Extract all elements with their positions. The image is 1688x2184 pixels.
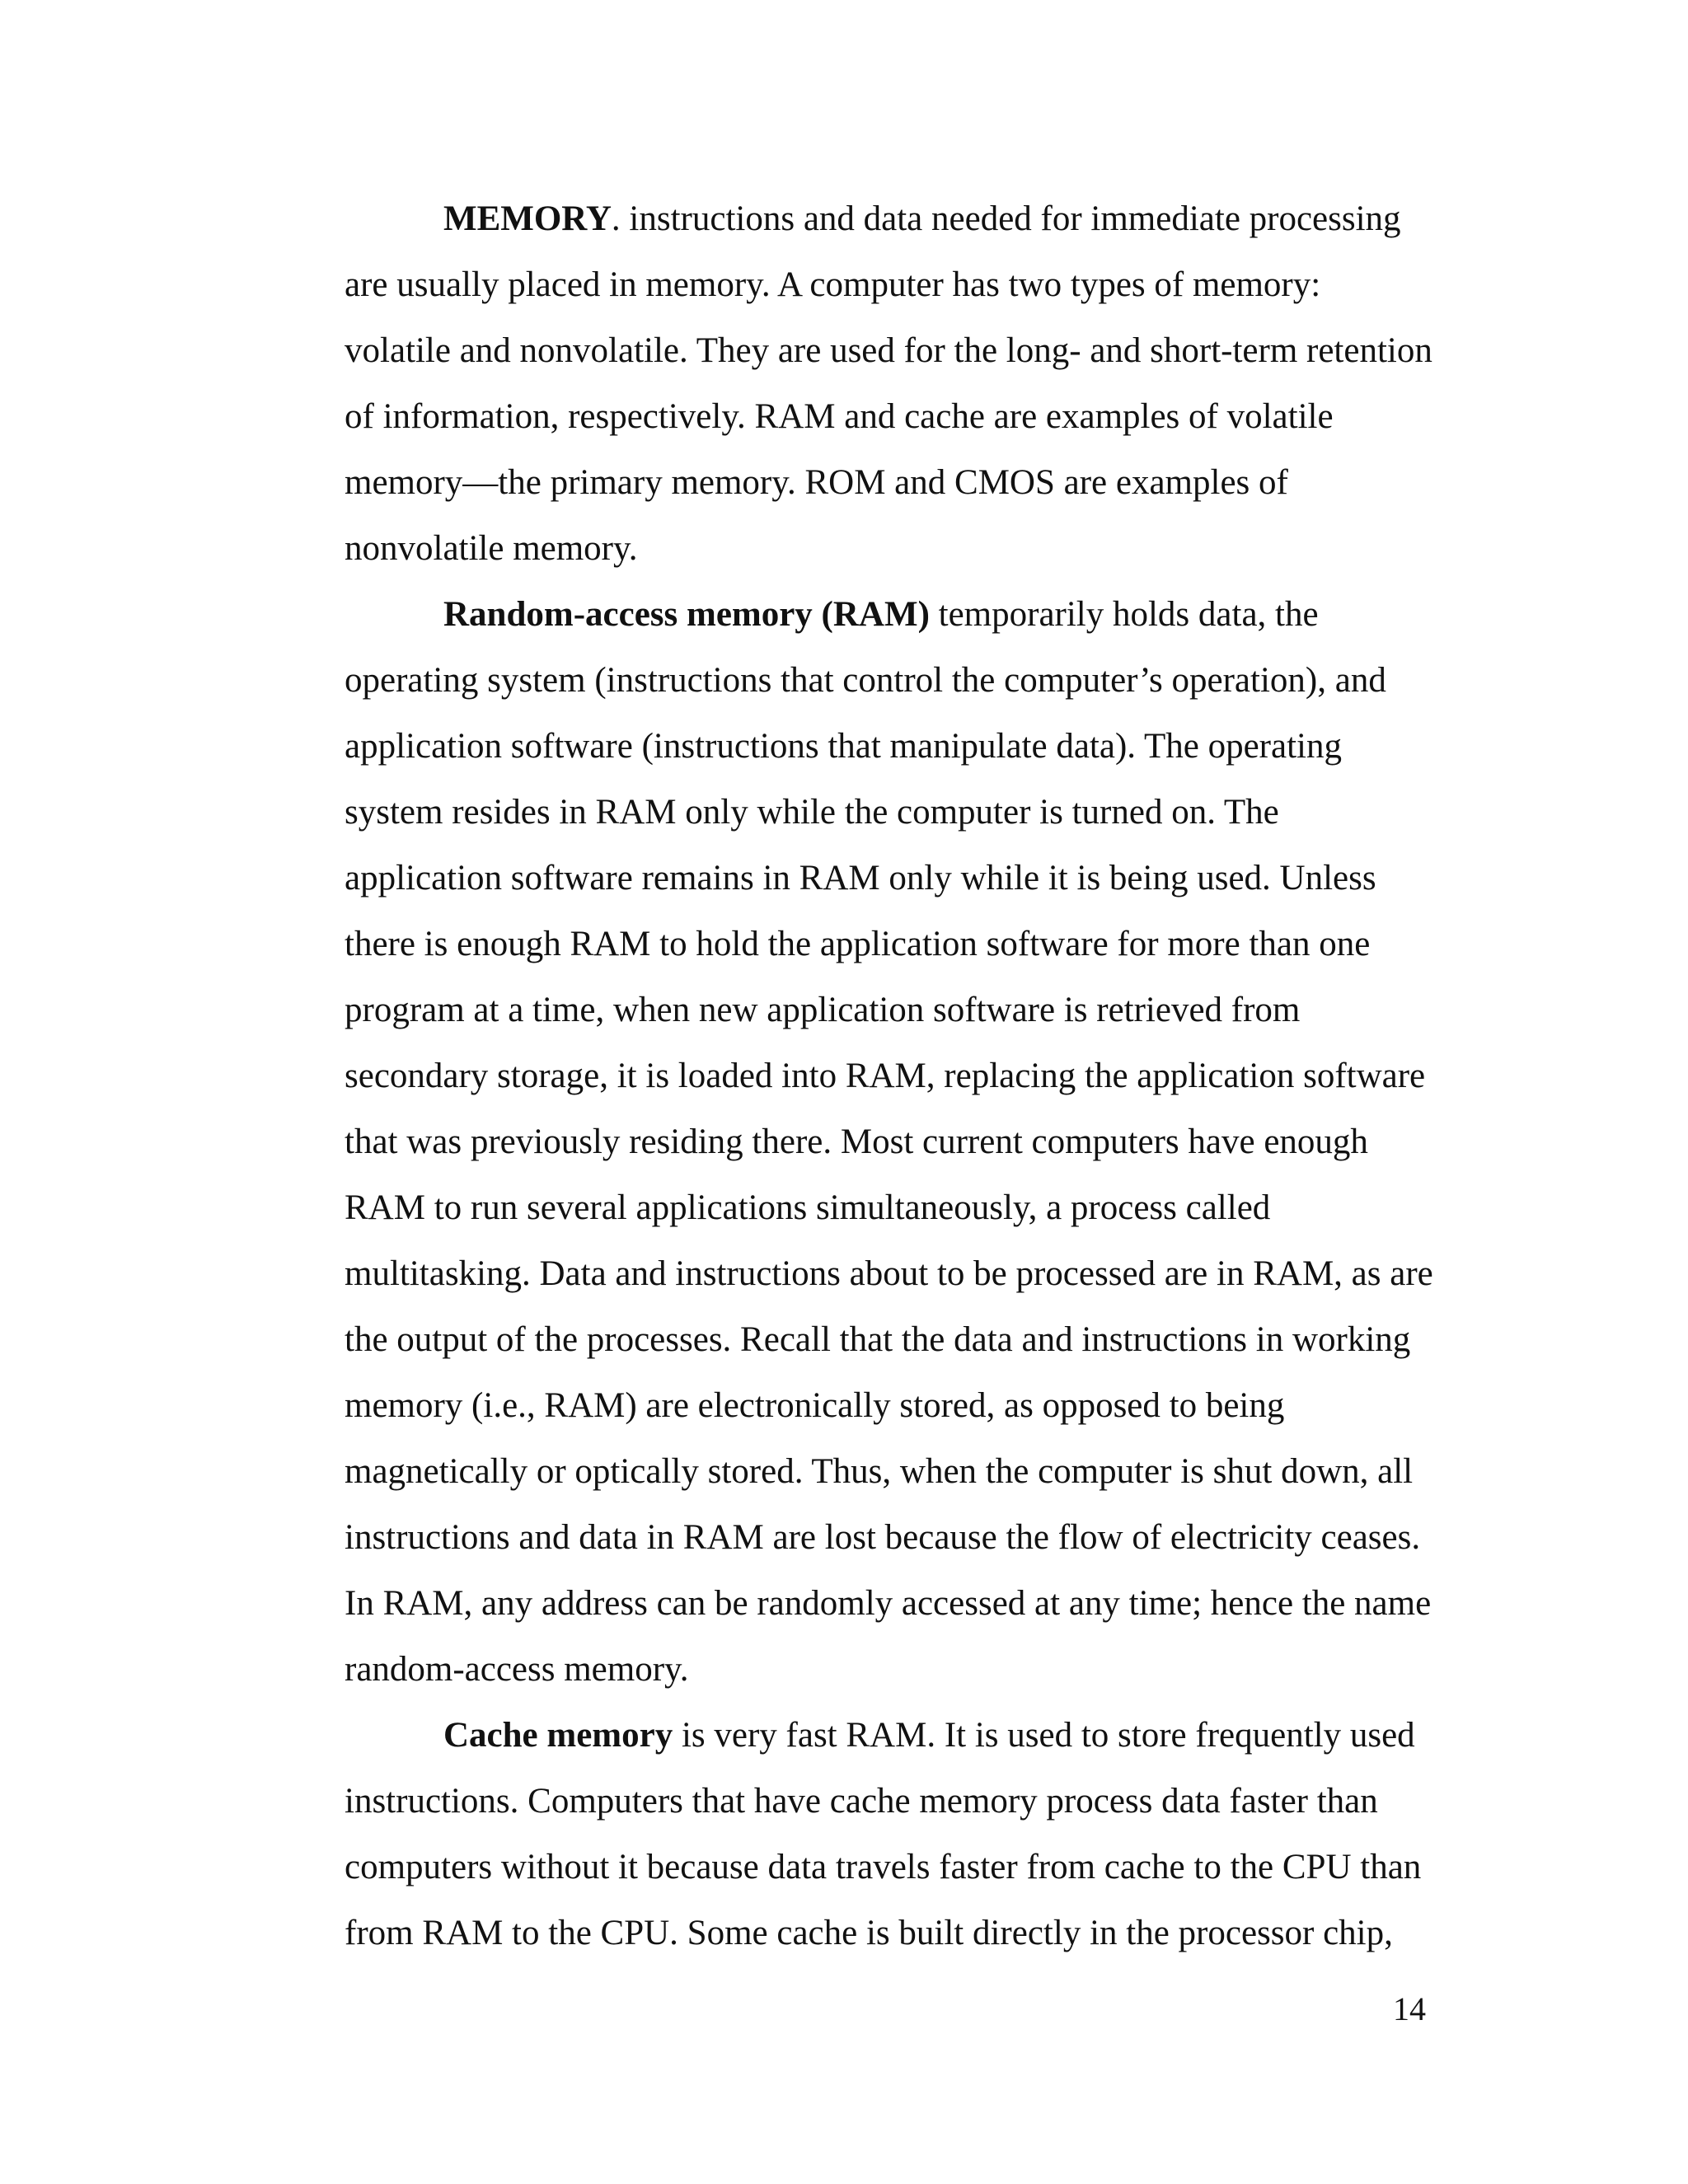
- text-line: memory (i.e., RAM) are electronically stored, as opposed to being: [345, 1386, 1285, 1425]
- term-ram: Random-access memory (RAM): [443, 595, 930, 634]
- text-line: [246, 186, 1441, 252]
- text-line: system resides in RAM only while the computer is turned on. The: [345, 793, 1279, 832]
- text-line: secondary storage, it is loaded into RAM, replacing the application software: [345, 1057, 1426, 1095]
- paragraph-memory: [246, 186, 1441, 582]
- text-line: program at a time, when new application software is retrieved from: [345, 991, 1301, 1029]
- text-line: nonvolatile memory.: [345, 529, 638, 568]
- text-line: RAM to run several applications simultaneously, a process called: [345, 1188, 1271, 1227]
- text-line: In RAM, any address can be randomly accessed at any time; hence the name: [345, 1584, 1432, 1623]
- text-line: that was previously residing there. Most current computers have enough: [345, 1122, 1368, 1161]
- text-line: application software remains in RAM only while it is being used. Unless: [345, 859, 1376, 898]
- paragraph-cache: [246, 1703, 1441, 1966]
- text-line: instructions and data in RAM are lost because the flow of electricity ceases.: [345, 1518, 1421, 1557]
- text-line: the output of the processes. Recall that the data and instructions in working: [345, 1320, 1411, 1359]
- text-line: [246, 1703, 1441, 1769]
- body-text: [246, 186, 1441, 1966]
- text-line: of information, respectively. RAM and cache are examples of volatile: [345, 397, 1334, 436]
- text-fragment: . instructions and data needed for immediate processing: [611, 199, 1401, 238]
- text-line: instructions. Computers that have cache memory process data faster than: [345, 1782, 1378, 1821]
- text-fragment: temporarily holds data, the: [929, 595, 1319, 634]
- text-line: random-access memory.: [345, 1650, 689, 1689]
- paragraph-ram: [246, 582, 1441, 1703]
- text-line: there is enough RAM to hold the application software for more than one: [345, 925, 1371, 963]
- text-line: memory—the primary memory. ROM and CMOS are examples of: [345, 463, 1288, 502]
- text-line: are usually placed in memory. A computer has two types of memory:: [345, 265, 1321, 304]
- text-line: magnetically or optically stored. Thus, when the computer is shut down, all: [345, 1452, 1414, 1491]
- text-line: computers without it because data travels faster from cache to the CPU than: [345, 1848, 1422, 1886]
- text-line: [246, 582, 1441, 648]
- page-number: 14: [1393, 1990, 1426, 2027]
- text-line: operating system (instructions that control the computer’s operation), and: [345, 661, 1386, 700]
- text-line: multitasking. Data and instructions about to be processed are in RAM, as are: [345, 1254, 1433, 1293]
- term-cache: Cache memory: [443, 1716, 673, 1755]
- text-line: volatile and nonvolatile. They are used for the long- and short-term retention: [345, 331, 1432, 370]
- text-fragment: is very fast RAM. It is used to store frequently used: [673, 1716, 1415, 1755]
- text-line: application software (instructions that manipulate data). The operating: [345, 727, 1342, 766]
- term-memory: MEMORY: [443, 199, 612, 238]
- text-line: from RAM to the CPU. Some cache is built directly in the processor chip,: [345, 1914, 1393, 1952]
